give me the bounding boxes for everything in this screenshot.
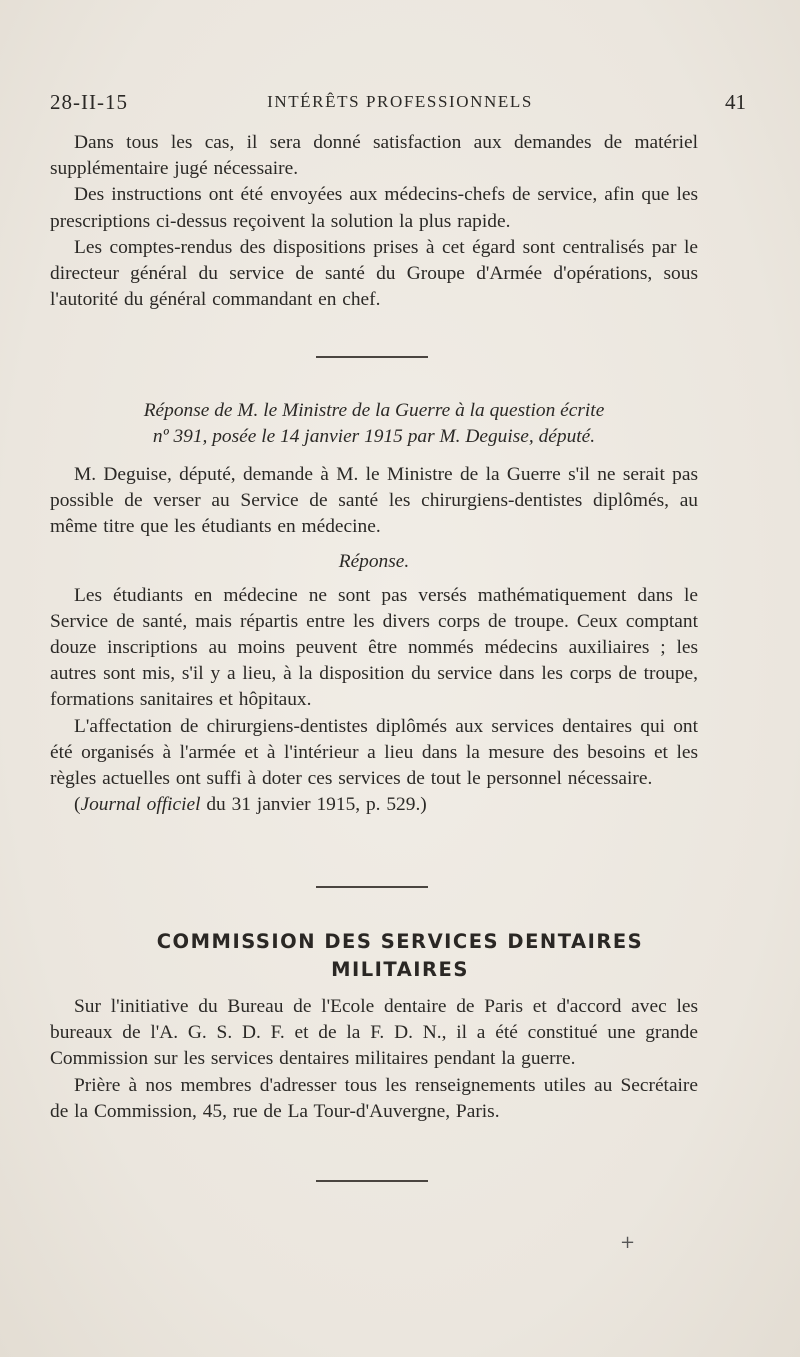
separator-rule xyxy=(316,886,428,888)
question-title-line: nº 391, posée le 14 janvier 1915 par M. Deguise, député. xyxy=(152,426,596,447)
header-date: 28-II-15 xyxy=(50,90,128,114)
paragraph: Des instructions ont été envoyées aux médecins-chefs de service, afin que les prescriptions ci-dessus reçoivent la solution la plus rapide. xyxy=(50,184,698,232)
section-commission xyxy=(50,994,698,1125)
question-text: M. Deguise, député, demande à M. le Ministre de la Guerre s'il ne serait pas possible de verser au Service de santé les chirurgiens-dentistes diplômés, au même titre que les étudiants en médecine. xyxy=(50,464,698,538)
citation-journal: Journal officiel xyxy=(80,794,201,816)
citation-open: ( xyxy=(74,794,81,816)
separator-rule xyxy=(316,1180,428,1182)
paragraph: Prière à nos membres d'adresser tous les renseignements utiles au Secrétaire de la Commission, 45, rue de La Tour-d'Auvergne, Paris. xyxy=(50,1074,698,1122)
commission-heading xyxy=(50,928,750,984)
paragraph: Dans tous les cas, il sera donné satisfaction aux demandes de matériel supplémentaire jugé nécessaire. xyxy=(50,132,698,180)
section-question xyxy=(50,398,698,818)
commission-heading-line: MILITAIRES xyxy=(331,958,469,981)
paragraph: Les comptes-rendus des dispositions prises à cet égard sont centralisés par le directeur général du service de santé du Groupe d'Armée d'opérations, sous l'autorité du général commandant en chef. xyxy=(50,236,698,311)
citation xyxy=(50,792,698,818)
separator-rule xyxy=(316,356,428,358)
response-heading: Réponse. xyxy=(338,550,410,572)
footer-mark: + xyxy=(620,1232,636,1253)
paragraph: Sur l'initiative du Bureau de l'Ecole dentaire de Paris et d'accord avec les bureaux de l'A. G. S. D. F. et de la F. D. N., il a été constitué une grande Commission sur les services dentaires militaires pendant la guerre. xyxy=(50,996,698,1070)
section-intro xyxy=(50,130,698,313)
response-paragraph: Les étudiants en médecine ne sont pas versés mathématiquement dans le Service de santé, mais répartis entre les divers corps de troupe. Ceux comptant douze inscriptions au moins peuvent être nommés médecins auxiliaires ; les autres sont mis, s'il y a lieu, à la disposition du service dans les corps de troupe, formations sanitaires et hôpitaux. xyxy=(50,584,698,711)
citation-rest: du 31 janvier 1915, p. 529.) xyxy=(200,794,427,816)
question-title-line: Réponse de M. le Ministre de la Guerre à la question écrite xyxy=(143,400,605,421)
header-title: INTÉRÊTS PROFESSIONNELS xyxy=(267,92,533,111)
commission-heading-line: COMMISSION DES SERVICES DENTAIRES xyxy=(156,930,644,953)
running-header xyxy=(50,90,750,124)
response-paragraph: L'affectation de chirurgiens-dentistes diplômés aux services dentaires qui ont été organisés à l'armée et à l'intérieur a lieu dans la mesure des besoins et les règles actuelles ont suffi à doter ces services de tout le personnel nécessaire. xyxy=(50,715,698,790)
question-title xyxy=(50,398,698,450)
page-number: 41 xyxy=(725,90,746,114)
